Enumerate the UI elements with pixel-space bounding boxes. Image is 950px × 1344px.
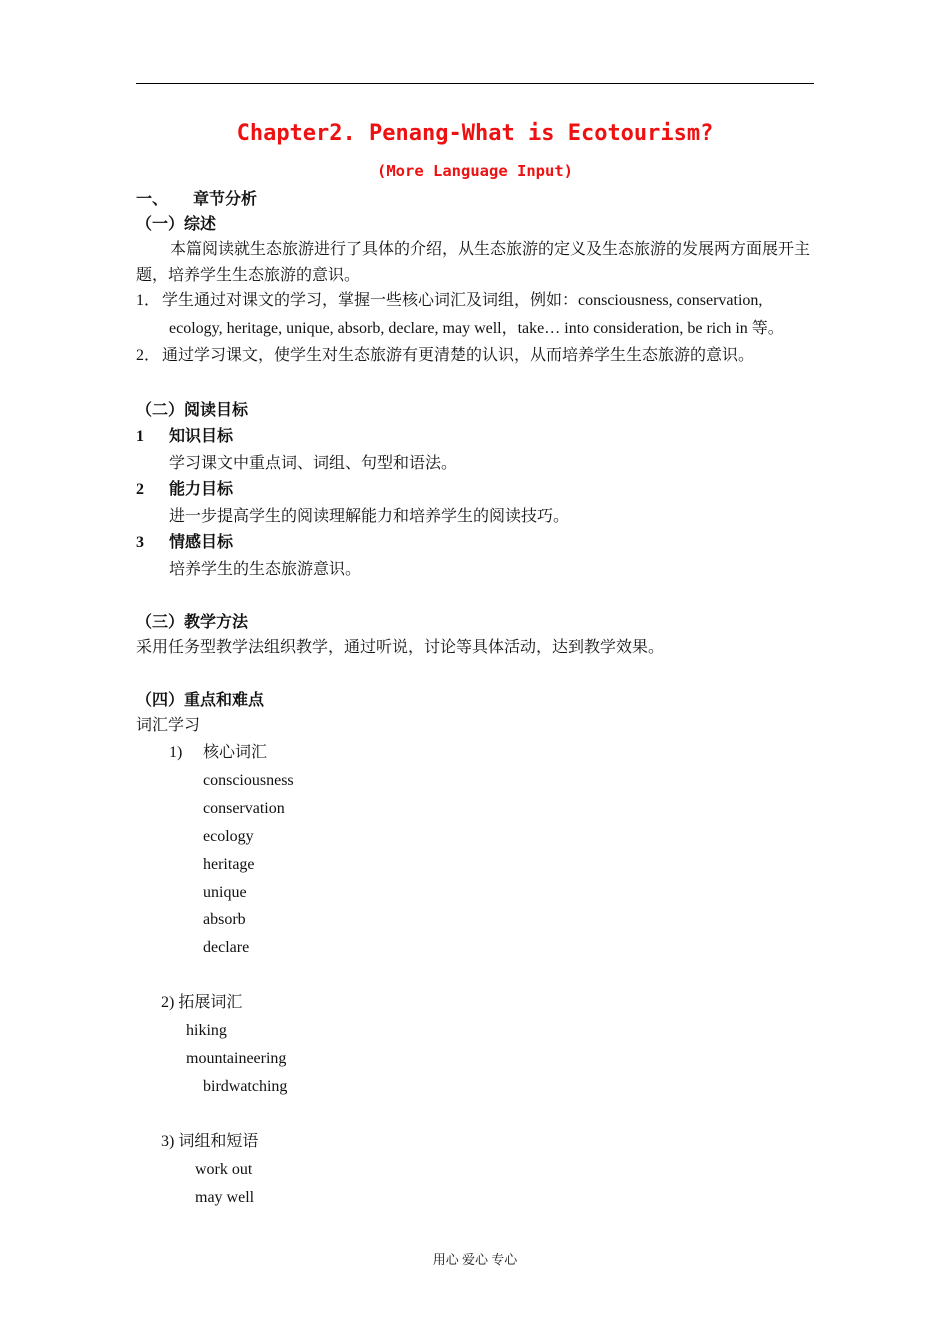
phrase: work out	[195, 1161, 253, 1178]
header-rule	[136, 83, 814, 84]
goal-text: 培养学生的生态旅游意识。	[169, 561, 362, 578]
list-number: 1．	[136, 292, 161, 309]
list-item-text: 学生通过对课文的学习，掌握一些核心词汇及词组，例如：consciousness, conservation,	[162, 292, 763, 309]
goal-number: 2	[136, 481, 144, 498]
goal-number: 1	[136, 428, 144, 445]
core-word: heritage	[203, 856, 255, 873]
core-word: absorb	[203, 911, 246, 928]
phrase: may well	[195, 1189, 255, 1206]
core-word: declare	[203, 939, 250, 956]
document-title: Chapter2. Penang-What is Ecotourism?	[236, 121, 714, 146]
core-vocab-number: 1)	[169, 744, 183, 761]
goal-title: 知识目标	[169, 428, 234, 445]
overview-paragraph: 本篇阅读就生态旅游进行了具体的介绍，从生态旅游的定义及生态旅游的发展两方面展开主题，培养学生生态旅游的意识。	[136, 241, 811, 284]
vocab-label: 词汇学习	[136, 717, 201, 734]
goal-text: 进一步提高学生的阅读理解能力和培养学生的阅读技巧。	[169, 508, 570, 525]
core-vocab-label: 核心词汇	[203, 744, 268, 761]
goal-number: 3	[136, 534, 144, 551]
core-word: consciousness	[203, 772, 294, 789]
goal-text: 学习课文中重点词、词组、句型和语法。	[169, 455, 458, 472]
subsection-heading-key-points: （四）重点和难点	[136, 692, 265, 709]
list-item-text: 通过学习课文，使学生对生态旅游有更清楚的认识，从而培养学生生态旅游的意识。	[162, 347, 755, 364]
core-word: ecology	[203, 828, 254, 845]
list-item-text-continued: ecology, heritage, unique, absorb, declare, may well，take… into consideration, be rich in 等。	[169, 320, 784, 337]
document-subtitle: (More Language Input)	[377, 162, 573, 180]
extended-vocab-label: 2) 拓展词汇	[161, 994, 243, 1011]
extended-word: birdwatching	[203, 1078, 288, 1095]
extended-word: mountaineering	[186, 1050, 287, 1067]
section-number: 一、	[136, 191, 169, 208]
method-text: 采用任务型教学法组织教学，通过听说，讨论等具体活动，达到教学效果。	[136, 639, 665, 656]
subsection-heading-goals: （二）阅读目标	[136, 402, 249, 419]
page-footer: 用心 爱心 专心	[432, 1252, 518, 1267]
list-number: 2．	[136, 347, 161, 364]
core-word: conservation	[203, 800, 285, 817]
core-word: unique	[203, 884, 247, 901]
section-heading: 章节分析	[193, 191, 258, 208]
goal-title: 情感目标	[169, 534, 234, 551]
phrases-label: 3) 词组和短语	[161, 1133, 259, 1150]
subsection-heading-method: （三）教学方法	[136, 614, 249, 631]
extended-word: hiking	[186, 1022, 227, 1039]
subsection-heading-overview: （一）综述	[136, 216, 217, 233]
goal-title: 能力目标	[169, 481, 234, 498]
